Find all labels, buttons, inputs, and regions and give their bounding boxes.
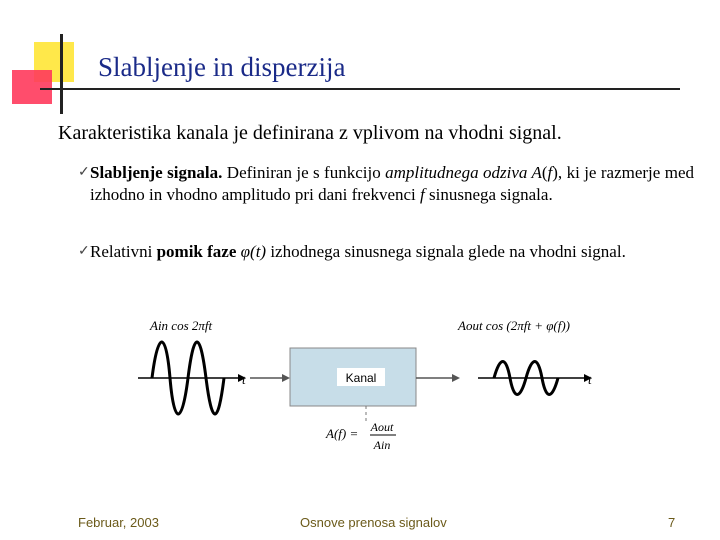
output-signal-label: Aout cos (2πft + φ(f)) <box>458 318 571 333</box>
arrow-in-head <box>282 374 290 382</box>
decor-horizontal-line <box>40 88 680 90</box>
footer-page-number: 7 <box>668 515 676 530</box>
output-t-label: t <box>588 372 592 387</box>
bullet-italic: amplitudnega odziva A <box>385 163 542 182</box>
decor-vertical-line <box>60 34 63 114</box>
formula-lhs: A(f) = <box>326 426 359 441</box>
checkmark-icon: ✓ <box>78 244 90 259</box>
bullet-text: ( <box>541 163 548 182</box>
bullet-text: ), ki je razmerje med izhodno in vhodno amplitudo pri dani frekvenci <box>90 163 694 204</box>
formula-denominator: Ain <box>373 438 391 452</box>
input-signal-label: Ain cos 2πft <box>150 318 213 333</box>
bullet-text: sinusnega signala. <box>424 185 553 204</box>
intro-text: Karakteristika kanala je definirana z vplivom na vhodni signal. <box>58 122 562 144</box>
bullet-text: Relativni <box>90 242 157 261</box>
checkmark-icon: ✓ <box>78 165 90 180</box>
bullet-text: Definiran je s funkcijo <box>222 163 386 182</box>
channel-diagram <box>0 300 720 470</box>
footer-date: Februar, 2003 <box>78 515 159 530</box>
bullet-bold: pomik faze <box>156 242 237 261</box>
input-t-label: t <box>242 372 246 387</box>
bullet-attenuation <box>80 162 694 206</box>
bullet-italic: f <box>420 185 425 204</box>
decor-red-square <box>12 70 52 104</box>
channel-label: Kanal <box>345 371 377 385</box>
bullet-bold: Slabljenje signala. <box>90 163 223 182</box>
bullet-phase-shift <box>80 241 694 263</box>
bullet-phi: φ(t) <box>236 242 267 261</box>
formula-numerator: Aout <box>370 420 394 434</box>
bullet-text: izhodnega sinusnega signala glede na vhodni signal. <box>266 242 626 261</box>
arrow-out-head <box>452 374 460 382</box>
slide-title: Slabljenje in disperzija <box>98 52 346 82</box>
bullet-italic: f <box>547 163 553 182</box>
footer-course: Osnove prenosa signalov <box>300 515 447 530</box>
